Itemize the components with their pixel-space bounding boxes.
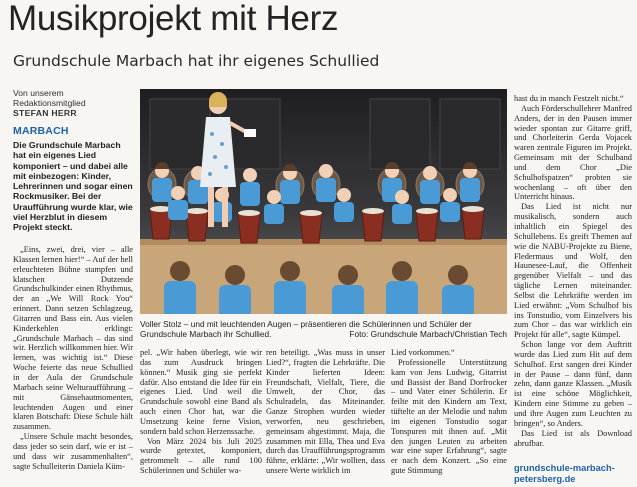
dateline: MARBACH [13,125,69,137]
choir-photo-illustration [140,89,507,314]
byline-role: Redaktionsmitglied [13,98,86,108]
headline: Musikprojekt mit Herz [8,0,339,38]
body-paragraph: Das Lied ist als Download abrufbar. [514,428,632,448]
article-photo [140,89,507,314]
body-column-4 [391,348,507,487]
body-paragraph: Schon lange vor dem Auftritt wurde das Lied zum Hit auf dem Schulhof. Erst sangen drei Kinder in der Pause – dann fünf, dann zehn, dann ganze Klassen. „Musik ist eine schöne Möglichkeit, Kindern eine Stimme zu geben – und ihre Augen zum Leuchten zu bringen“, so Anders. [514,340,632,428]
body-paragraph: Professionelle Unterstützung kam von Jens Ludwig, Gitarrist und Bassist der Band Dorfrocker – und Vater einer Schülerin. Er feilte mit den Kindern am Text, tüftelte an der Melodie und nahm im eigenen Tonstudio sogar Tonspuren mit ihnen auf. „Mit den jungen Leuten zu arbeiten war eine super Erfahrung“, sagte er nach dem Konzert. „So eine gute Stimmung [391,357,507,476]
author-name: STEFAN HERR [13,108,77,118]
lead-paragraph: Die Grundschule Marbach hat ein eigenes Lied komponiert – und dabei alle mit einbezogen: Kinder, Lehrerinnen und sogar einen Rockmusiker. Bei der Uraufführung wurde klar, wie viel Herzblut in diesem Projekt steckt. [13,140,133,233]
caption-text: Voller Stolz – und mit leuchtenden Augen – präsentieren die Schülerinnen und Schüler der Grundschule Marbach ihr Schullied. [140,319,472,339]
photo-credit: Foto: Grundschule Marbach/Christian Tech [349,329,507,339]
body-column-1 [13,245,133,487]
body-column-2 [140,348,262,487]
body-paragraph: hast du in manch Festzelt nicht.“ [514,94,624,103]
body-paragraph: „Eins, zwei, drei, vier – alle Klassen lernen hier!“ – Auf der hell erleuchteten Bühne stampfen und klatschen Dutzende Grundschulkinder einen Rhythmus, der an „We Will Rock You“ erinnert. Dann setzen Schlagzeug, Gitarren und Bass ein. Aus vielen Kinderkehlen erklingt: „Grundschule Marbach – das sind wir. Herzlich willkommen hier. Wir lernen, was wichtig ist.“ Diese Woche feierte das neue Schullied in der Aula der Grundschule Marbach seine Welturaufführung – mit Gänsehautmomenten, leuchtenden Augen und einer klaren Botschaft: Diese Schule hält zusammen. [13,245,133,432]
school-website-link[interactable]: grundschule-marbach-petersberg.de [514,463,615,484]
body-paragraph: Von März 2024 bis Juli 2025 wurde getextet, komponiert, getrommelt – alle rund 100 Schülerinnen und Schüler wa- [140,436,262,476]
body-paragraph: Das Lied ist nicht nur musikalisch, sondern auch inhaltlich ein Spiegel des Schullebens. Es greift Themen auf wie die NABU-Projekte zu Biene, Fledermaus und Wolf, den Haunesee-Lauf, die Offenheit gegenüber Vielfalt – und das tägliche Lernen miteinander. Selbst die Lehrkräfte werden im Lied erwähnt: „Vom Schulhof bis ins Tonstudio, vom Einzelvers bis zum Chor – das war wirklich ein Projekt für alle“, sagte Kümpel. [514,202,632,340]
body-column-5 [514,94,632,448]
body-paragraph: ren beteiligt. „Was muss in unser Lied?“, fragten die Lehrkräfte. Die Kinder lieferten Ideen: Freundschaft, Vielfalt, Tiere, die Umwelt, der Chor, das Schulradeln, das Miteinander. Ganze Strophen wurden wieder verworfen, neu geschrieben, gemeinsam abgestimmt. Maja, die zusammen mit Ella, Thea und Eva durch das Uraufführungsprogramm führte, erklärte: „Wir wollten, dass unsere Werte wirklich im [266,348,385,476]
byline-intro: Von unserem [13,88,64,98]
body-paragraph: pel. „Wir haben überlegt, wie wir das zum Ausdruck bringen können.“ Musik ging sie perfekt dafür. Also entstand die Idee für ein eigenes Lied. Und weil die Grundschule sowohl eine Band als auch einen Chor hat, war die Umsetzung keine ferne Vision, sondern bald schon Herzenssache. [140,348,262,436]
body-paragraph: „Unsere Schule macht besondes, dass jeder so sein darf, wie er ist – und dass wir zusammenhalten“, sagte Schulleiterin Daniela Küm- [13,432,133,471]
byline [13,88,86,118]
photo-caption [140,319,507,339]
body-column-3 [266,348,385,487]
body-paragraph: Lied vorkommen.“ [391,348,455,357]
subheadline: Grundschule Marbach hat ihr eigenes Schullied [13,52,380,70]
body-paragraph: Auch Förderschullehrer Manfred Anders, der in den Pausen immer wieder spontan zur Gitarre griff, und Chorleiterin Gerda Vojacek waren zentrale Figuren im Projekt. Gemeinsam mit der Schulband und dem Chor „Die Schulhofspatzen“ probten sie wochenlang – oft über den Unterricht hinaus. [514,103,632,202]
